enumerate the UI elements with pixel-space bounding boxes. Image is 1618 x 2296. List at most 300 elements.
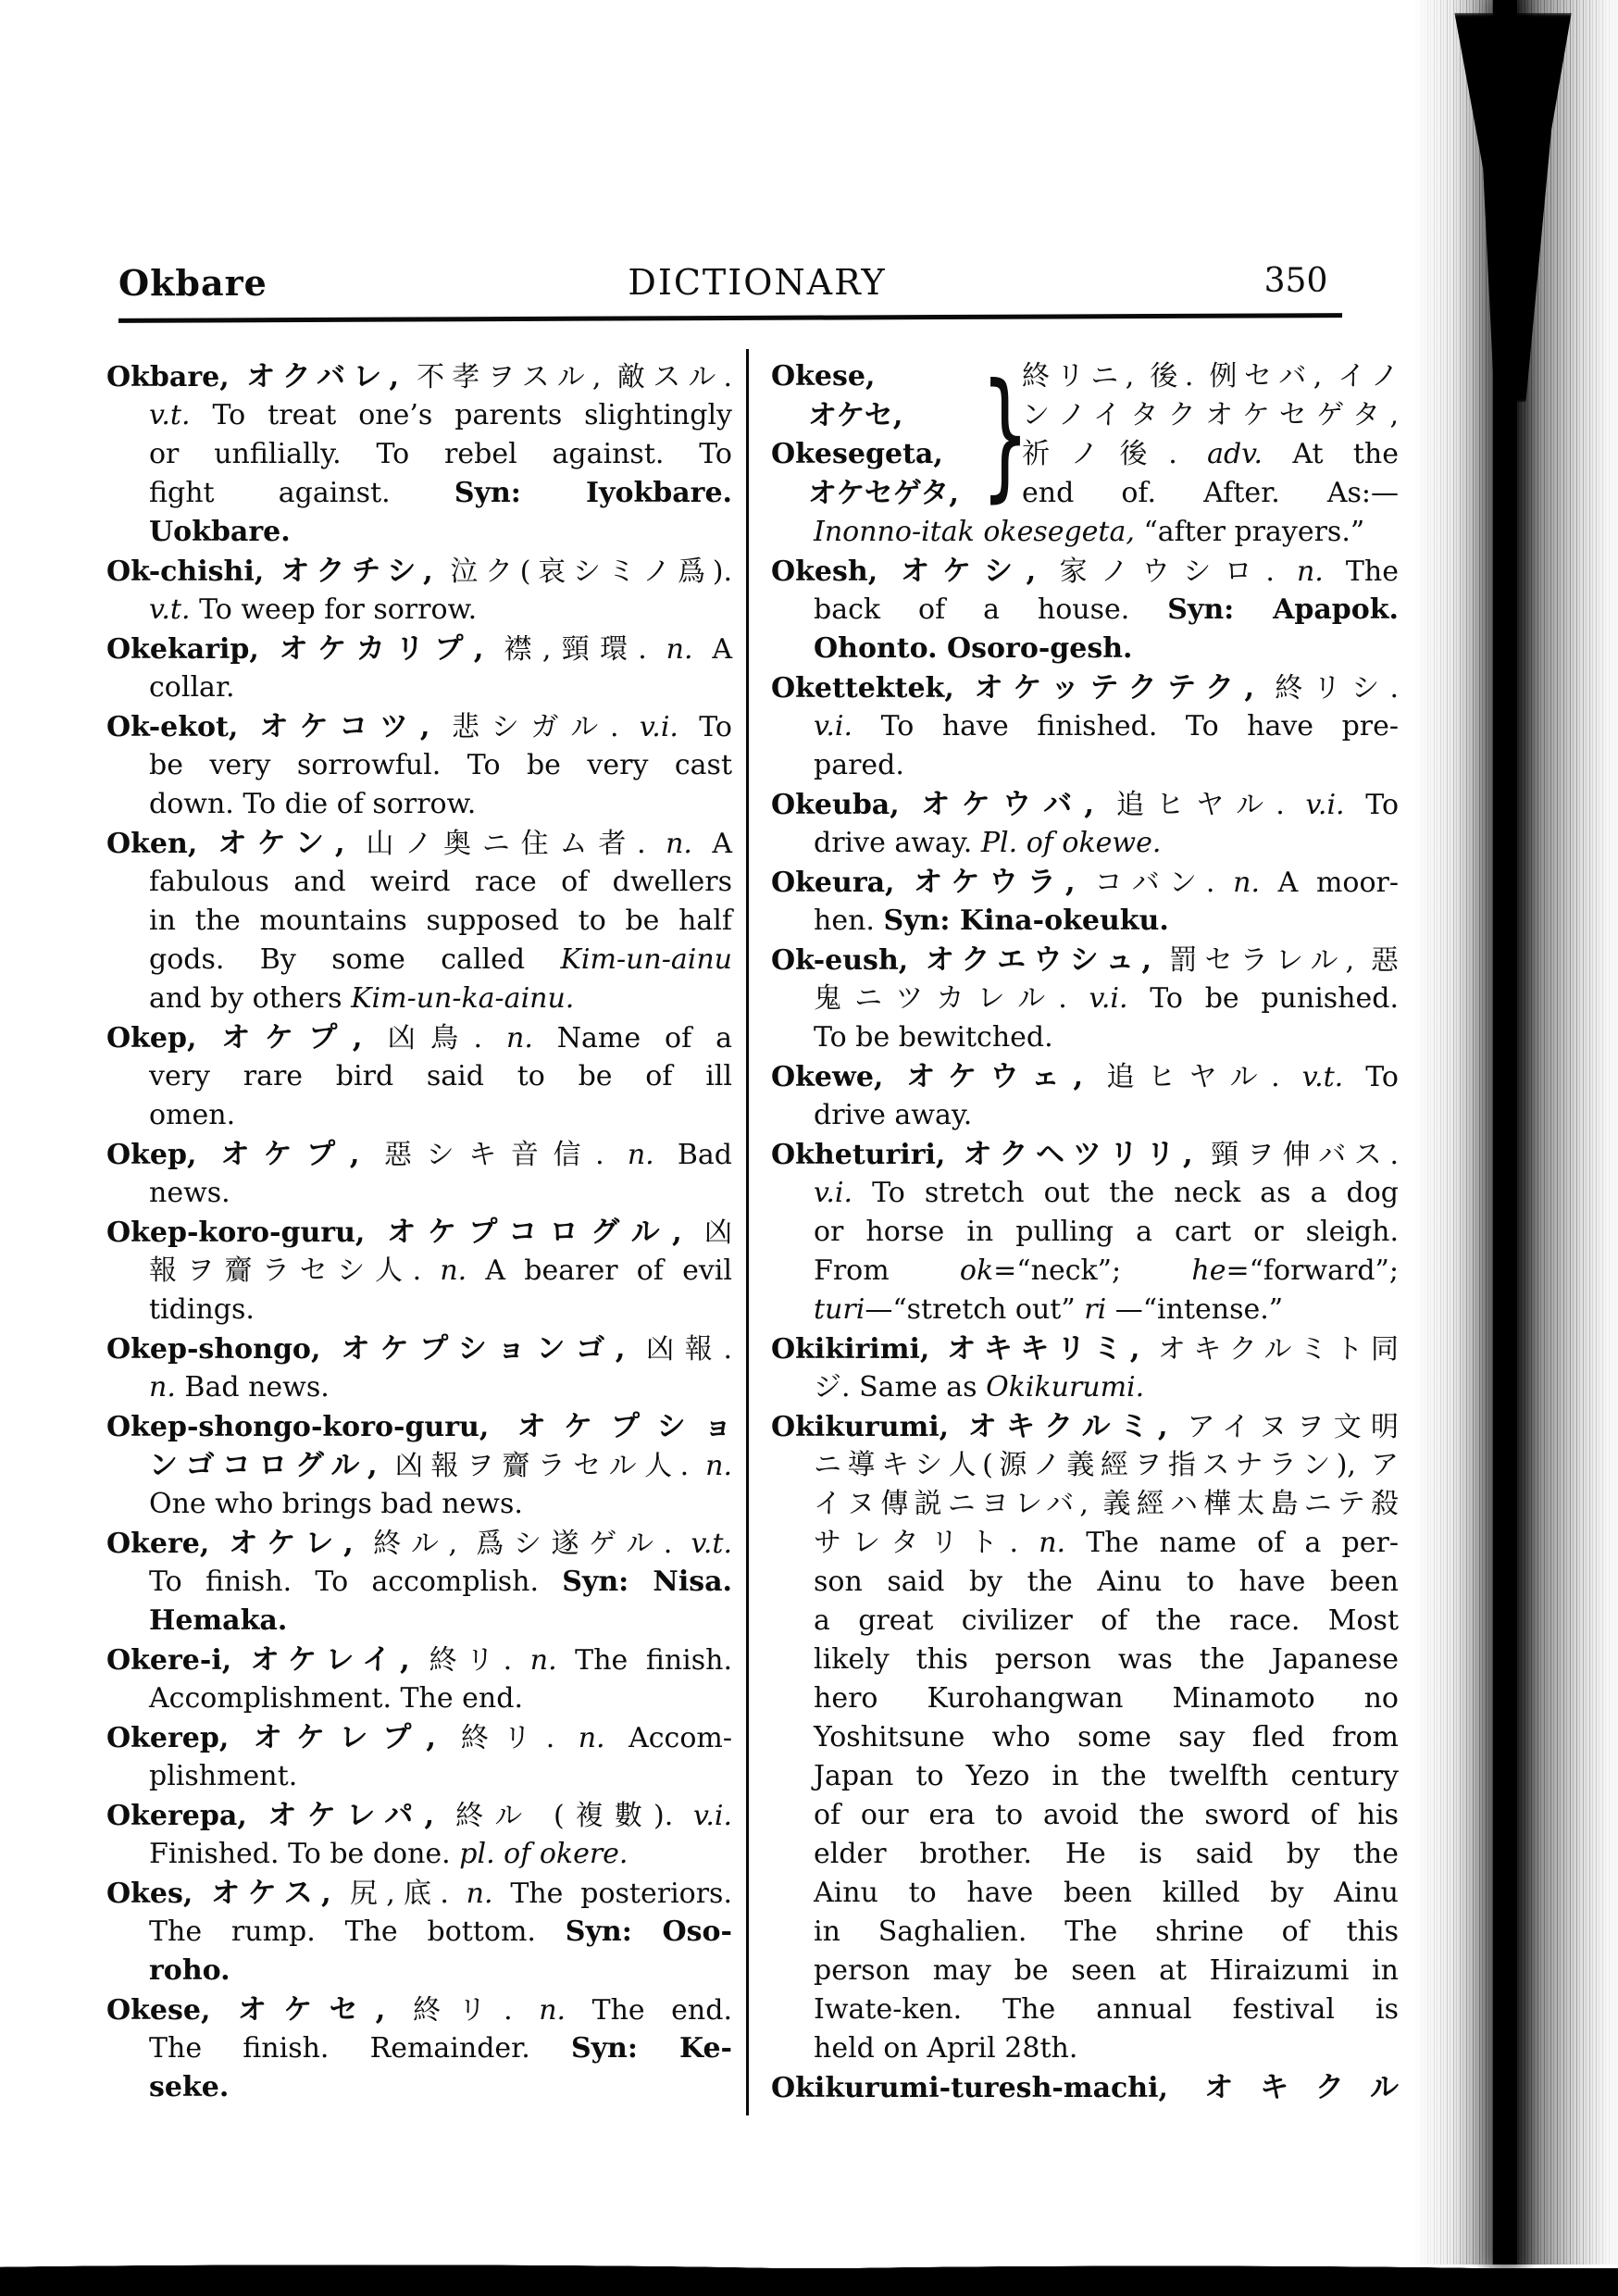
dict-entry bbox=[106, 1407, 732, 1524]
headword-text: seke. bbox=[149, 2071, 230, 2103]
headword-text: オクバレ, bbox=[246, 360, 417, 393]
headword-text: オケカリプ, bbox=[279, 632, 504, 666]
entry-text: back of a house. bbox=[814, 593, 1168, 626]
entry-text: n. bbox=[539, 1994, 566, 2027]
entry-line bbox=[771, 1018, 1399, 1057]
entry-line bbox=[771, 824, 1399, 863]
dict-entry bbox=[106, 707, 732, 824]
entry-line bbox=[106, 1057, 732, 1096]
dict-entry bbox=[106, 1524, 732, 1641]
entry-line bbox=[106, 1913, 732, 1952]
entry-line bbox=[771, 1057, 1399, 1096]
entry-text: The finish. Remainder. bbox=[149, 2032, 571, 2065]
entry-text: plishment. bbox=[149, 1760, 298, 1792]
headword-text: オケン, bbox=[218, 827, 367, 860]
headword-text: オクエウシュ, bbox=[925, 943, 1170, 977]
header-rule bbox=[118, 313, 1342, 323]
entry-text: Accomplishment. The end. bbox=[149, 1682, 523, 1715]
headword-text: オケッテクテク, bbox=[974, 671, 1276, 705]
entry-line bbox=[106, 1407, 732, 1446]
entry-line bbox=[106, 1563, 732, 1602]
entry-line bbox=[106, 1796, 732, 1835]
entry-line bbox=[771, 1329, 1399, 1368]
dict-entry bbox=[106, 1135, 732, 1213]
entry-text: ニ導キシ人(源ノ義經ヲ指スナラン), ア bbox=[814, 1449, 1399, 1481]
entry-line bbox=[771, 1563, 1399, 1602]
entry-text: To weep for sorrow. bbox=[190, 593, 478, 626]
right-column bbox=[771, 357, 1399, 2107]
entry-text: To be punished. bbox=[1127, 982, 1399, 1015]
entry-line bbox=[771, 1602, 1399, 1641]
entry-text: Japan to Yezo in the twelfth century bbox=[814, 1760, 1399, 1792]
entry-text: Inonno-itak okesegeta, bbox=[814, 516, 1135, 548]
entry-text: ジ. bbox=[814, 1371, 860, 1404]
entry-line bbox=[106, 863, 732, 902]
dict-entry bbox=[771, 941, 1399, 1057]
headword-text: オケセ, bbox=[237, 1993, 414, 2027]
headword-text: オケプ, bbox=[220, 1138, 384, 1171]
entry-text: The posteriors. bbox=[492, 1878, 732, 1910]
entry-text: down. To die of sorrow. bbox=[149, 788, 477, 820]
entry-text: n. bbox=[440, 1254, 467, 1287]
entry-text: v.i. bbox=[814, 710, 853, 742]
entry-line bbox=[106, 396, 732, 435]
entry-text: —“stretch out” bbox=[865, 1293, 1085, 1326]
entry-text: Yoshitsune who some say fled from bbox=[814, 1721, 1399, 1753]
entry-text: ri bbox=[1084, 1293, 1107, 1326]
entry-text: v.t. bbox=[691, 1528, 732, 1560]
entry-text: Kim-un-ka-ainu. bbox=[351, 982, 575, 1015]
entry-text: To stretch out the neck as a dog bbox=[853, 1177, 1399, 1209]
entry-text: To bbox=[1343, 1061, 1399, 1093]
dict-entry bbox=[106, 357, 732, 552]
entry-line bbox=[771, 552, 1399, 591]
entry-text: 鬼ニツカレル. bbox=[814, 982, 1089, 1015]
entry-line bbox=[771, 1679, 1399, 1718]
dict-entry bbox=[106, 1018, 732, 1135]
dict-entry bbox=[106, 630, 732, 707]
entry-text: Kim-un-ainu bbox=[560, 943, 732, 976]
entry-line bbox=[771, 1252, 1399, 1291]
headword-text: Okesegeta, bbox=[771, 438, 943, 470]
headword-text: オケプショ bbox=[517, 1410, 732, 1443]
entry-line bbox=[771, 1485, 1399, 1524]
entry-text: =“neck”; bbox=[993, 1254, 1192, 1287]
entry-text: of our era to avoid the sword of his bbox=[814, 1799, 1399, 1831]
entry-text: —“intense.” bbox=[1106, 1293, 1284, 1326]
entry-line bbox=[106, 630, 732, 668]
entry-line bbox=[771, 1641, 1399, 1679]
headword-text: オクヘツリリ, bbox=[963, 1138, 1212, 1171]
entry-text: 終リニ, 後. 例セバ, イノ bbox=[1022, 360, 1399, 393]
entry-line bbox=[106, 902, 732, 941]
entry-text: n. bbox=[506, 1022, 533, 1054]
entry-text: To finish. To accomplish. bbox=[149, 1566, 563, 1598]
entry-text: The rump. The bottom. bbox=[149, 1915, 566, 1948]
entry-text: v.t. bbox=[149, 399, 191, 431]
headword-text: Ok-ekot, bbox=[106, 711, 260, 743]
headword-text: Okesh, bbox=[771, 555, 902, 588]
entry-text: news. bbox=[149, 1177, 230, 1209]
entry-text: very rare bird said to be of ill bbox=[149, 1060, 732, 1092]
entry-text: and by others bbox=[149, 982, 352, 1015]
entry-text: 凶鳥. bbox=[387, 1022, 506, 1054]
entry-line bbox=[771, 1368, 1399, 1407]
dict-entry bbox=[771, 863, 1399, 941]
entry-text: The finish. bbox=[556, 1644, 733, 1677]
entry-text: The end. bbox=[566, 1994, 732, 2027]
entry-line bbox=[106, 1174, 732, 1213]
entry-line bbox=[106, 824, 732, 863]
entry-text: Ainu to have been killed by Ainu bbox=[814, 1877, 1399, 1909]
entry-line bbox=[106, 513, 732, 552]
entry-text: pl. of okere. bbox=[459, 1838, 629, 1870]
entry-text: 追ヒヤル. bbox=[1106, 1061, 1302, 1093]
dict-entry bbox=[771, 552, 1399, 668]
entry-line bbox=[771, 863, 1399, 902]
entry-text: Bad news. bbox=[175, 1371, 330, 1404]
entry-text: in Saghalien. The shrine of this bbox=[814, 1915, 1399, 1948]
entry-text: 終リシ. bbox=[1275, 672, 1400, 705]
entry-line bbox=[106, 1835, 732, 1874]
entry-text: Accom- bbox=[604, 1722, 732, 1754]
entry-line bbox=[771, 1291, 1399, 1329]
entry-text: 尻,底. bbox=[349, 1878, 467, 1910]
entry-line bbox=[771, 785, 1399, 824]
dict-entry bbox=[106, 1213, 732, 1329]
entry-line bbox=[771, 2068, 1399, 2107]
entry-text: n. bbox=[529, 1644, 557, 1677]
headword-text: Hemaka. bbox=[149, 1604, 288, 1637]
entry-text: コバン. bbox=[1094, 867, 1234, 899]
entry-line bbox=[106, 1096, 732, 1135]
entry-line bbox=[1022, 357, 1399, 396]
entry-line bbox=[106, 668, 732, 707]
entry-text: n. bbox=[149, 1371, 176, 1404]
entry-line bbox=[771, 513, 1399, 552]
entry-text: Same as bbox=[859, 1371, 987, 1404]
entry-line bbox=[106, 2029, 732, 2068]
column-divider bbox=[746, 349, 749, 2115]
entry-line bbox=[106, 980, 732, 1018]
entry-text: The name of a per- bbox=[1065, 1527, 1399, 1559]
entry-line bbox=[106, 357, 732, 396]
entry-line bbox=[106, 746, 732, 785]
entry-line bbox=[106, 435, 732, 474]
entry-text: 終リ. bbox=[413, 1994, 540, 2027]
entry-line bbox=[1022, 474, 1399, 513]
group-shared-definition bbox=[1022, 357, 1399, 513]
headword-text: Okep-shongo, bbox=[106, 1333, 342, 1366]
entry-text: サレタリト. bbox=[814, 1527, 1039, 1559]
dict-entry bbox=[106, 552, 732, 630]
entry-text: 凶報ヲ齎ラセル人. bbox=[394, 1450, 706, 1482]
entry-line bbox=[771, 357, 989, 396]
entry-text: To bbox=[678, 711, 732, 743]
entry-line bbox=[771, 630, 1399, 668]
entry-text: 終リ. bbox=[429, 1644, 530, 1677]
entry-text: イヌ傳説ニヨレバ, 義經ハ樺太島ニテ殺 bbox=[814, 1488, 1399, 1520]
header-catchword: Okbare bbox=[118, 262, 268, 304]
entry-line bbox=[771, 1757, 1399, 1796]
entry-text: tidings. bbox=[149, 1293, 255, 1326]
headword-text: Okerep, bbox=[106, 1722, 254, 1754]
headword-text: Okep, bbox=[106, 1139, 221, 1171]
entry-text: end of. After. As:— bbox=[1022, 477, 1399, 509]
entry-text: v.t. bbox=[1301, 1061, 1344, 1093]
entry-text: 頸ヲ伸バス. bbox=[1211, 1139, 1399, 1171]
dict-entry bbox=[771, 1135, 1399, 1329]
entry-text: elder brother. He is said by the bbox=[814, 1838, 1399, 1870]
entry-text: To bbox=[1344, 789, 1400, 821]
entry-text: 報ヲ齎ラセシ人. bbox=[149, 1254, 441, 1287]
headword-text: Okere, bbox=[106, 1528, 230, 1560]
entry-text: turi bbox=[814, 1293, 865, 1326]
headword-text: オケウバ, bbox=[921, 788, 1116, 821]
entry-line bbox=[106, 1524, 732, 1563]
entry-line bbox=[771, 1096, 1399, 1135]
headword-text: Okese, bbox=[106, 1994, 238, 2027]
entry-line bbox=[771, 902, 1399, 941]
headword-text: Syn: Oso- bbox=[565, 1915, 732, 1948]
headword-text: オキキリミ, bbox=[947, 1332, 1158, 1366]
entry-text: A bearer of evil bbox=[467, 1254, 732, 1287]
entry-line bbox=[1022, 396, 1399, 435]
entry-line bbox=[106, 474, 732, 513]
entry-line bbox=[106, 1368, 732, 1407]
entry-text: The bbox=[1323, 555, 1399, 588]
entry-line bbox=[771, 591, 1399, 630]
entry-line bbox=[106, 591, 732, 630]
entry-text: held on April 28th. bbox=[814, 2032, 1078, 2065]
entry-line bbox=[771, 1407, 1399, 1446]
headword-text: オケス, bbox=[211, 1877, 350, 1910]
dict-entry bbox=[106, 1329, 732, 1407]
scan-gutter-shadow bbox=[1414, 0, 1618, 2265]
headword-text: Syn: Apapok. bbox=[1167, 593, 1400, 626]
headword-text: オケプションゴ, bbox=[341, 1332, 647, 1366]
entry-text: n. bbox=[627, 1139, 654, 1171]
entry-line bbox=[771, 1135, 1399, 1174]
entry-text: drive away. bbox=[814, 1099, 973, 1131]
entry-line bbox=[106, 2068, 732, 2107]
entry-text: n. bbox=[1233, 867, 1260, 899]
dict-entry bbox=[106, 824, 732, 1018]
dict-entry bbox=[106, 1641, 732, 1718]
headword-text: オケウラ, bbox=[914, 866, 1095, 899]
entry-line bbox=[771, 2029, 1399, 2068]
dict-entry bbox=[106, 1874, 732, 1990]
entry-text: 悲シガル. bbox=[452, 711, 640, 743]
entry-text: 追ヒヤル. bbox=[1116, 789, 1306, 821]
headword-text: Okep-shongo-koro-guru, bbox=[106, 1411, 517, 1443]
entry-text: n. bbox=[1039, 1527, 1066, 1559]
entry-text: From bbox=[814, 1254, 960, 1287]
entry-text: n. bbox=[666, 633, 693, 666]
entry-text: オキクルミト同 bbox=[1157, 1333, 1399, 1366]
entry-text: Bad bbox=[653, 1139, 733, 1171]
entry-line bbox=[106, 1213, 732, 1252]
group-heads bbox=[771, 357, 989, 513]
headword-text: Syn: Ke- bbox=[570, 2032, 732, 2065]
entry-text: 凶報. bbox=[646, 1333, 732, 1366]
entry-line bbox=[771, 396, 989, 435]
entry-text: v.i. bbox=[814, 1177, 853, 1209]
entry-text: he bbox=[1191, 1254, 1226, 1287]
dict-entry bbox=[771, 1057, 1399, 1135]
headword-text: オケレプ, bbox=[253, 1721, 461, 1754]
headword-text: Okep, bbox=[106, 1022, 222, 1054]
headword-text: Okese, bbox=[771, 360, 876, 393]
dict-entry bbox=[771, 785, 1399, 863]
entry-text: n. bbox=[1296, 555, 1324, 588]
entry-text: v.i. bbox=[1089, 982, 1128, 1015]
entry-line bbox=[771, 435, 989, 474]
headword-text: Ohonto. Osoro-gesh. bbox=[814, 632, 1133, 665]
entry-text: Iwate-ken. The annual festival is bbox=[814, 1993, 1399, 2026]
entry-line bbox=[771, 1213, 1399, 1252]
entry-line bbox=[106, 1291, 732, 1329]
entry-text: v.i. bbox=[1305, 789, 1345, 821]
headword-text: オケプ, bbox=[221, 1021, 388, 1054]
entry-text: son said by the Ainu to have been bbox=[814, 1566, 1399, 1598]
headword-text: Okikurumi, bbox=[771, 1411, 968, 1443]
entry-text: pared. bbox=[814, 749, 904, 781]
headword-text: オケセゲタ, bbox=[808, 477, 960, 510]
headword-text: ンゴコログル, bbox=[149, 1449, 395, 1482]
bottom-scan-band bbox=[0, 2268, 1618, 2296]
headword-text: Okewe, bbox=[771, 1061, 907, 1093]
entry-text: omen. bbox=[149, 1099, 236, 1131]
entry-line bbox=[106, 1602, 732, 1641]
entry-text: アイヌヲ文明 bbox=[1187, 1411, 1399, 1443]
headword-text: Okeura, bbox=[771, 867, 915, 899]
entry-line bbox=[106, 1679, 732, 1718]
entry-text: v.i. bbox=[692, 1800, 732, 1832]
entry-text: drive away. bbox=[814, 827, 981, 859]
entry-text: n. bbox=[666, 828, 692, 860]
entry-text: likely this person was the Japanese bbox=[814, 1643, 1399, 1676]
entry-line bbox=[771, 1913, 1399, 1952]
entry-text: Name of a bbox=[532, 1022, 733, 1054]
entry-line bbox=[771, 707, 1399, 746]
entry-text: or horse in pulling a cart or sleigh. bbox=[814, 1216, 1399, 1248]
headword-text: Ok-eush, bbox=[771, 944, 926, 977]
entry-line bbox=[771, 980, 1399, 1018]
headword-text: オキクル bbox=[1204, 2071, 1399, 2104]
entry-text: “after prayers.” bbox=[1134, 516, 1365, 548]
entry-line bbox=[106, 552, 732, 591]
headword-text: Okere-i, bbox=[106, 1644, 251, 1677]
headword-text: Syn: Nisa. bbox=[562, 1566, 732, 1598]
entry-line bbox=[771, 1524, 1399, 1563]
entry-text: To be bewitched. bbox=[814, 1021, 1053, 1054]
entry-text: collar. bbox=[149, 671, 235, 704]
entry-text: ok bbox=[959, 1254, 994, 1287]
headword-text: Okes, bbox=[106, 1878, 212, 1910]
dict-entry bbox=[106, 1718, 732, 1796]
entry-text: 家ノウシロ. bbox=[1059, 555, 1297, 588]
headword-text: オケシ, bbox=[901, 555, 1060, 588]
entry-text: Finished. To be done. bbox=[149, 1838, 460, 1870]
headword-text: Uokbare. bbox=[149, 516, 291, 548]
entry-line bbox=[106, 1874, 732, 1913]
entry-line bbox=[771, 1174, 1399, 1213]
headword-text: オケレ, bbox=[229, 1527, 374, 1560]
entry-line bbox=[106, 1446, 732, 1485]
entry-line bbox=[771, 941, 1399, 980]
entry-text: 終ル, 爲シ遂ゲル. bbox=[373, 1528, 691, 1560]
dict-entry bbox=[771, 2068, 1399, 2107]
entry-text: or unfilially. To rebel against. To bbox=[149, 438, 732, 470]
entry-text: 終リ. bbox=[460, 1722, 579, 1754]
dict-entry bbox=[771, 1407, 1399, 2068]
headword-text: Okettektek, bbox=[771, 672, 975, 705]
entry-text: hero Kurohangwan Minamoto no bbox=[814, 1682, 1399, 1715]
entry-line bbox=[106, 1990, 732, 2029]
entry-line bbox=[106, 1018, 732, 1057]
entry-line bbox=[106, 1757, 732, 1796]
entry-text: 罰セラレル, 惡 bbox=[1169, 944, 1399, 977]
entry-line bbox=[771, 668, 1399, 707]
entry-text: Pl. of okewe. bbox=[980, 827, 1162, 859]
entry-line bbox=[771, 1796, 1399, 1835]
entry-line bbox=[106, 707, 732, 746]
entry-text: 襟,頸環. bbox=[504, 633, 666, 666]
headword-text: オケプコログル, bbox=[387, 1216, 705, 1249]
entry-line bbox=[106, 1252, 732, 1291]
headword-text: Okikurumi-turesh-machi, bbox=[771, 2072, 1205, 2104]
entry-line bbox=[106, 785, 732, 824]
headword-text: Okekarip, bbox=[106, 633, 280, 666]
headword-text: Ok-chishi, bbox=[106, 555, 281, 588]
dict-entry bbox=[106, 1796, 732, 1874]
entry-line bbox=[106, 1485, 732, 1524]
entry-text: fabulous and weird race of dwellers bbox=[149, 866, 732, 898]
entry-text: 凶 bbox=[704, 1217, 733, 1249]
entry-text: A bbox=[692, 633, 732, 666]
entry-line bbox=[106, 1641, 732, 1679]
headword-text: オケレパ, bbox=[268, 1799, 456, 1832]
entry-line bbox=[771, 1990, 1399, 2029]
entry-text: 祈ノ後. bbox=[1022, 438, 1208, 470]
headword-text: roho. bbox=[149, 1954, 230, 1987]
entry-line bbox=[106, 1329, 732, 1368]
entry-line bbox=[771, 1718, 1399, 1757]
headword-text: オケウェ, bbox=[906, 1060, 1107, 1093]
entry-text: 惡シキ音信. bbox=[383, 1139, 628, 1171]
entry-line bbox=[106, 1718, 732, 1757]
header-page-number: 350 bbox=[1263, 262, 1328, 300]
dict-entry bbox=[771, 1329, 1399, 1407]
entry-text: 山ノ奥ニ住ム者. bbox=[366, 828, 666, 860]
entry-line bbox=[771, 1952, 1399, 1990]
entry-line bbox=[771, 474, 989, 513]
entry-text: A moor- bbox=[1259, 867, 1399, 899]
entry-text: n. bbox=[578, 1722, 605, 1754]
entry-text: be very sorrowful. To be very cast bbox=[149, 749, 732, 781]
entry-text: =“forward”; bbox=[1226, 1254, 1399, 1287]
entry-line bbox=[771, 746, 1399, 785]
headword-text: オキクルミ, bbox=[967, 1410, 1188, 1443]
entry-text: 泣ク(哀シミノ爲). bbox=[450, 555, 732, 588]
entry-line bbox=[771, 1874, 1399, 1913]
entry-text: gods. By some called bbox=[149, 943, 561, 976]
entry-line bbox=[106, 941, 732, 980]
headword-text: Okerepa, bbox=[106, 1800, 268, 1832]
header-title: DICTIONARY bbox=[628, 262, 887, 303]
headword-text: Okheturiri, bbox=[771, 1139, 964, 1171]
